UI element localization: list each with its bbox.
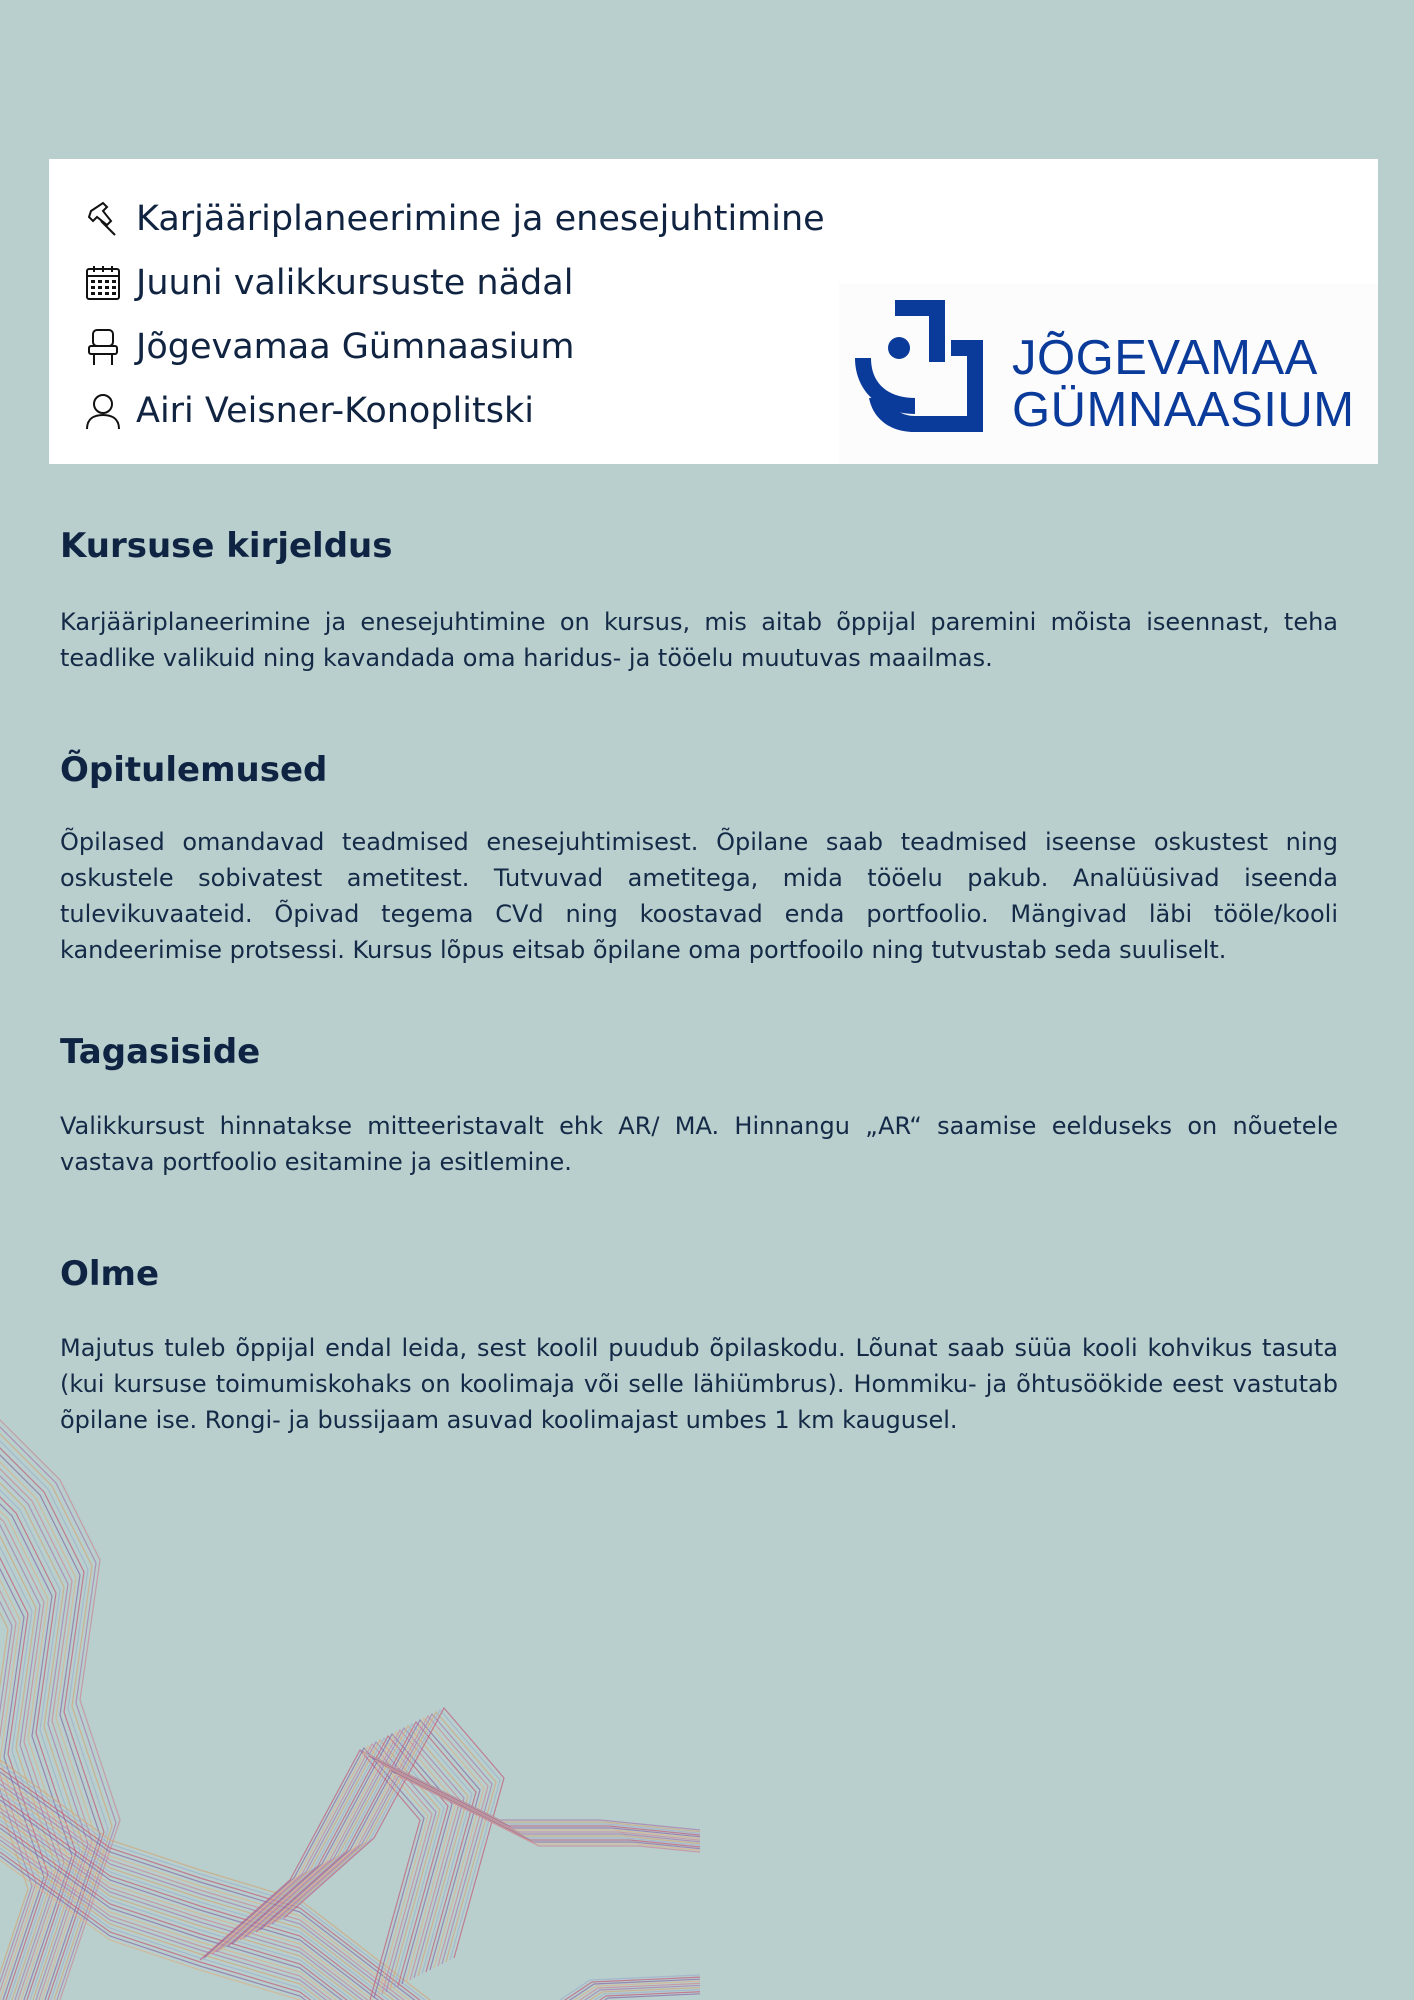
chair-icon [82, 326, 124, 368]
section-description [60, 516, 1338, 676]
section-feedback [60, 1022, 1338, 1180]
info-row-school [82, 315, 825, 379]
info-row-teacher [82, 379, 825, 443]
section-outcomes [60, 740, 1338, 968]
decorative-line-pattern [0, 1400, 700, 2000]
person-icon [82, 390, 124, 432]
info-row-week [82, 251, 825, 315]
course-week: Juuni valikkursuste nädal [136, 263, 574, 303]
section-body: Valikkursust hinnatakse mitteeristavalt ehk AR/ MA. Hinnangu „AR“ saamise eelduseks on nõuetele vastava portfoolio esitamine ja esitlemine. [60, 1112, 1338, 1176]
course-info-card [49, 159, 1378, 464]
decorative-line [0, 1444, 88, 2000]
section-body: Karjääriplaneerimine ja enesejuhtimine on kursus, mis aitab õppijal paremini mõista iseennast, teha teadlike valikuid ning kavandada oma haridus- ja tööelu muutuvas maailmas. [60, 608, 1338, 672]
section-title: Tagasiside [60, 1032, 261, 1072]
course-info-list [82, 187, 825, 443]
decorative-line [0, 1459, 68, 2000]
logo-line-1: JÕGEVAMAA [1012, 331, 1318, 385]
info-row-course [82, 187, 825, 251]
school-logo-mark [855, 300, 983, 432]
section-title: Olme [60, 1254, 160, 1294]
logo-line-2: GÜMNAASIUM [1012, 383, 1355, 437]
calendar-icon [82, 262, 124, 304]
pin-icon [82, 198, 124, 240]
section-body: Õpilased omandavad teadmised enesejuhtimisest. Õpilane saab teadmised iseense oskustest ning oskustele sobivatest ametitest. Tutvuvad ametitega, mida tööelu pakub. Analüüsivad iseenda tulevikuvaateid. Õpivad tegema CVd ning koostavad enda portfoolio. Mängivad läbi tööle/kooli kandeerimise protsessi. Kursus lõpus eitsab õpilane oma portfooilo ning tutvustab seda suuliselt. [60, 828, 1338, 964]
school-name: Jõgevamaa Gümnaasium [136, 327, 575, 367]
section-title: Õpitulemused [60, 750, 328, 790]
teacher-name: Airi Veisner-Konoplitski [136, 391, 534, 431]
section-body: Majutus tuleb õppijal endal leida, sest koolil puudub õpilaskodu. Lõunat saab süüa kooli kohvikus tasuta (kui kursuse toimumiskohaks on koolimaja või selle lähiümbrus). Hommiku- ja õhtusöökide eest vastutab õpilane ise. Rongi- ja bussijaam asuvad koolimajast umbes 1 km kaugusel. [60, 1334, 1338, 1434]
section-title: Kursuse kirjeldus [60, 526, 393, 566]
course-content [60, 516, 1338, 1438]
school-logo-text [1012, 332, 1355, 436]
school-logo [839, 284, 1378, 464]
decorative-line [0, 1486, 32, 2000]
course-title: Karjääriplaneerimine ja enesejuhtimine [136, 199, 825, 239]
